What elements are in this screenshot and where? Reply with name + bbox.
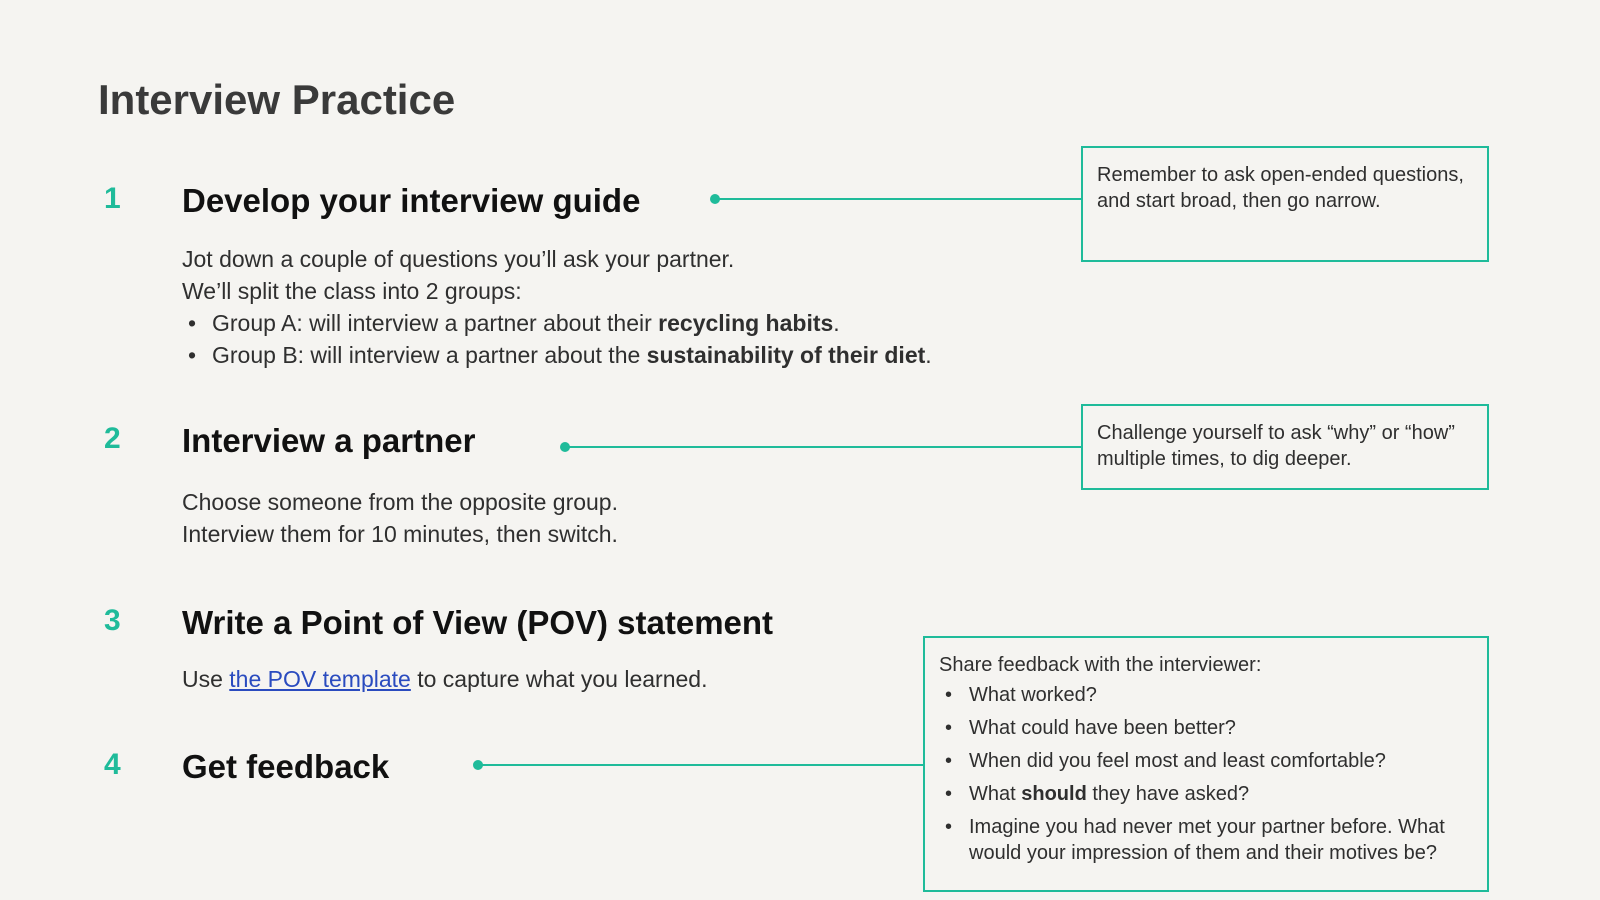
feedback-question-list [939,682,1473,866]
step-number-2: 2 [104,422,121,455]
connector-line-2 [565,446,1081,448]
step-title-develop-guide: Develop your interview guide [182,182,641,219]
step-title-interview-partner: Interview a partner [182,422,476,459]
list-item-group-a: • Group A: will interview a partner about their recycling habits. [182,307,932,339]
feedback-item-should-asked: • What should they have asked? [939,781,1473,807]
step-3-body: Use the POV template to capture what you learned. [182,666,708,692]
tip-box-guide [1081,146,1489,262]
tip-box-interview [1081,404,1489,490]
tip-interview-text: Challenge yourself to ask “why” or “how” multiple times, to dig deeper. [1097,422,1455,470]
list-item-group-b: • Group B: will interview a partner about the sustainability of their diet. [182,339,932,371]
feedback-item-better: • What could have been better? [939,715,1473,741]
step-title-get-feedback: Get feedback [182,748,390,785]
step-1-body [182,243,932,371]
step-2-line-1: Choose someone from the opposite group. [182,489,618,515]
connector-line-4 [478,764,925,766]
feedback-item-comfortable: • When did you feel most and least comfortable? [939,748,1473,774]
step-number-1: 1 [104,182,121,215]
group-list [182,307,932,371]
step-2-line-2: Interview them for 10 minutes, then switch. [182,521,618,547]
pov-template-link[interactable]: the POV template [229,666,411,692]
feedback-item-worked: • What worked? [939,682,1473,708]
step-2-body [182,486,618,550]
step-1-line-2: We’ll split the class into 2 groups: [182,278,522,304]
feedback-intro: Share feedback with the interviewer: [939,654,1262,676]
tip-guide-text: Remember to ask open-ended questions, and start broad, then go narrow. [1097,164,1464,212]
tip-box-feedback [923,636,1489,892]
page-title: Interview Practice [98,76,456,123]
feedback-item-impression: • Imagine you had never met your partner before. What would your impression of them and their motives be? [939,814,1473,866]
step-title-pov-statement: Write a Point of View (POV) statement [182,604,774,641]
step-number-4: 4 [104,748,121,781]
step-1-line-1: Jot down a couple of questions you’ll ask your partner. [182,246,735,272]
connector-line-1 [715,198,1081,200]
step-number-3: 3 [104,604,121,637]
